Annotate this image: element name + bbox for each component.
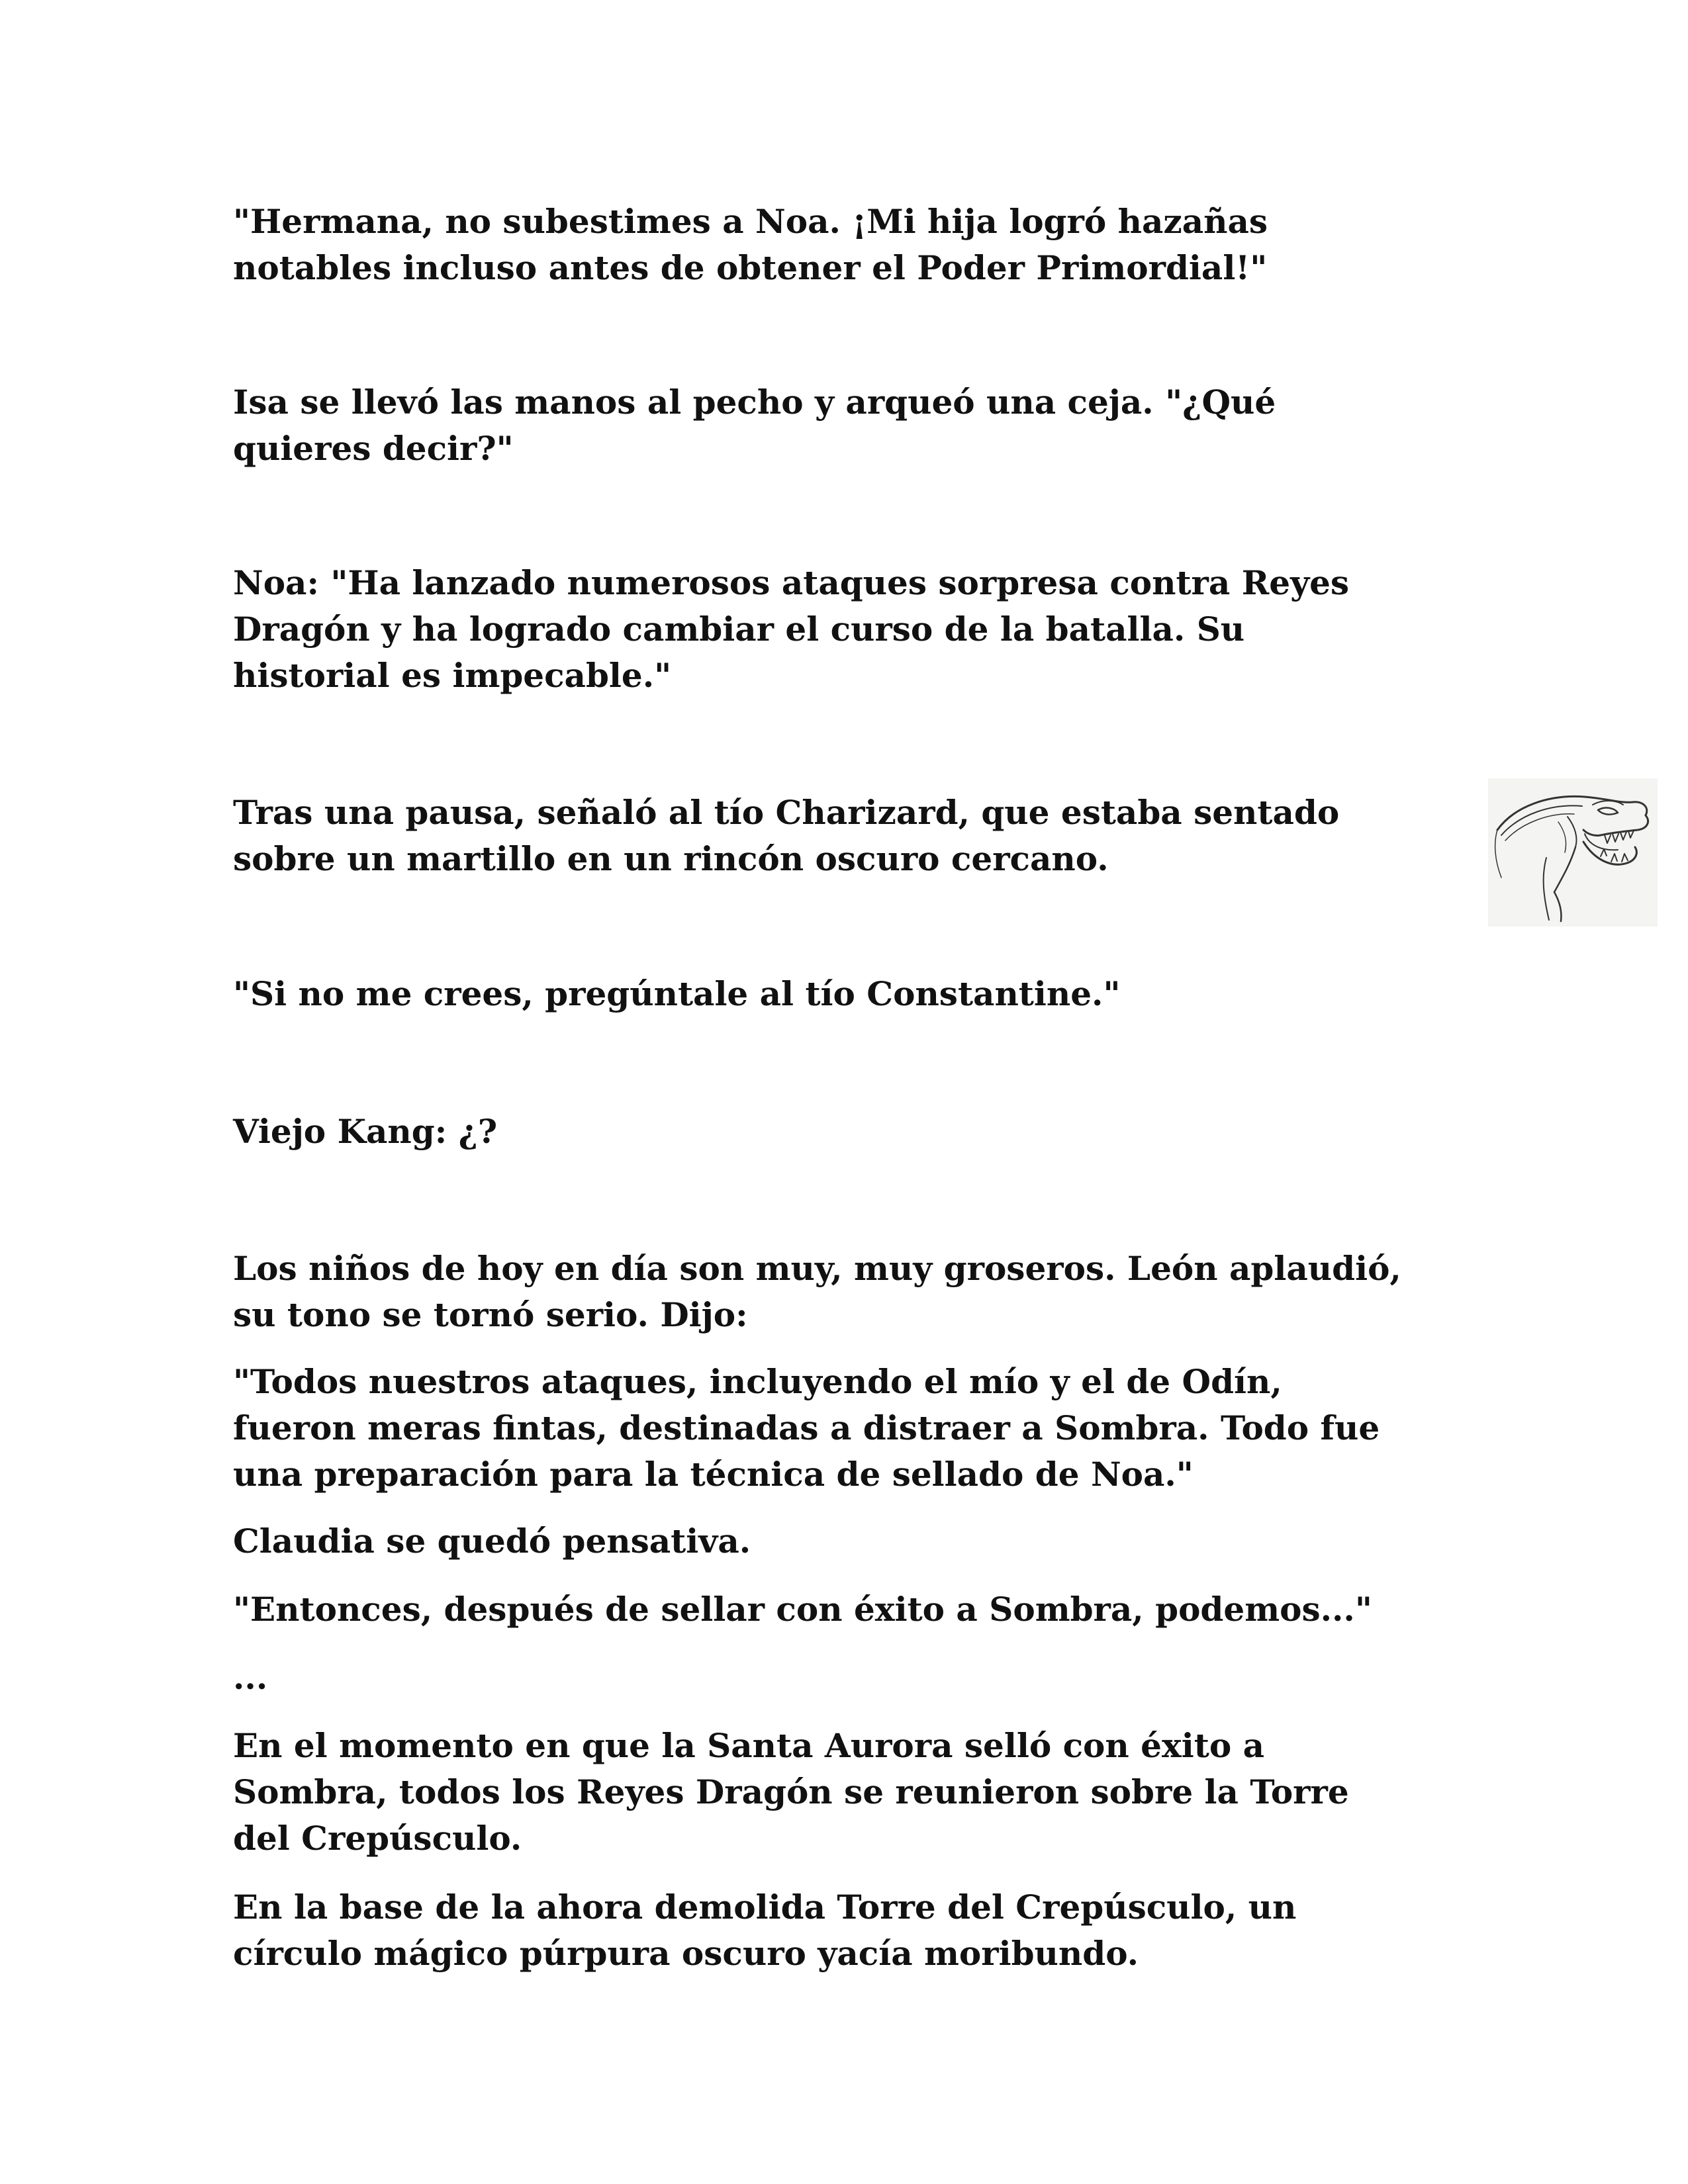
text-line: Sombra, todos los Reyes Dragón se reunieron sobre la Torre (233, 1772, 1349, 1811)
text-line: Isa se llevó las manos al pecho y arqueó una ceja. "¿Qué (233, 383, 1276, 422)
paragraph-13 (233, 1884, 1477, 1977)
text-line: "Todos nuestros ataques, incluyendo el mío y el de Odín, (233, 1362, 1282, 1401)
text-line: su tono se tornó serio. Dijo: (233, 1295, 748, 1334)
paragraph-6 (233, 1109, 1477, 1155)
paragraph-4 (233, 790, 1477, 882)
paragraph-8 (233, 1359, 1477, 1498)
text-line: una preparación para la técnica de sellado de Noa." (233, 1455, 1194, 1494)
text-line: "Si no me crees, pregúntale al tío Constantine." (233, 974, 1121, 1013)
text-line: Claudia se quedó pensativa. (233, 1522, 751, 1561)
text-line: "Entonces, después de sellar con éxito a Sombra, podemos..." (233, 1590, 1372, 1629)
text-line: historial es impecable." (233, 656, 672, 695)
text-line: fueron meras fintas, destinadas a distraer a Sombra. Todo fue (233, 1408, 1380, 1447)
paragraph-3 (233, 560, 1477, 699)
text-line: Viejo Kang: ¿? (233, 1112, 498, 1151)
paragraph-2 (233, 379, 1477, 472)
paragraph-10 (233, 1586, 1477, 1633)
text-line: ... (233, 1658, 268, 1697)
paragraph-11 (233, 1655, 1477, 1701)
text-line: En el momento en que la Santa Aurora selló con éxito a (233, 1726, 1265, 1765)
text-line: quieres decir?" (233, 429, 514, 468)
text-line: "Hermana, no subestimes a Noa. ¡Mi hija logró hazañas (233, 202, 1268, 241)
text-line: Tras una pausa, señaló al tío Charizard, que estaba sentado (233, 793, 1340, 832)
paragraph-7 (233, 1246, 1477, 1338)
text-line: En la base de la ahora demolida Torre del Crepúsculo, un (233, 1888, 1297, 1927)
paragraph-5 (233, 971, 1477, 1017)
text-line: sobre un martillo en un rincón oscuro cercano. (233, 839, 1109, 878)
dragon-head-sketch-icon (1488, 778, 1658, 927)
text-line: notables incluso antes de obtener el Poder Primordial!" (233, 248, 1268, 287)
paragraph-1 (233, 199, 1477, 291)
text-line: Los niños de hoy en día son muy, muy groseros. León aplaudió, (233, 1249, 1401, 1288)
paragraph-12 (233, 1723, 1477, 1862)
text-line: Dragón y ha logrado cambiar el curso de la batalla. Su (233, 610, 1245, 649)
text-line: del Crepúsculo. (233, 1819, 522, 1858)
text-line: Noa: "Ha lanzado numerosos ataques sorpresa contra Reyes (233, 563, 1350, 602)
text-line: círculo mágico púrpura oscuro yacía moribundo. (233, 1934, 1139, 1973)
paragraph-9 (233, 1518, 1477, 1565)
